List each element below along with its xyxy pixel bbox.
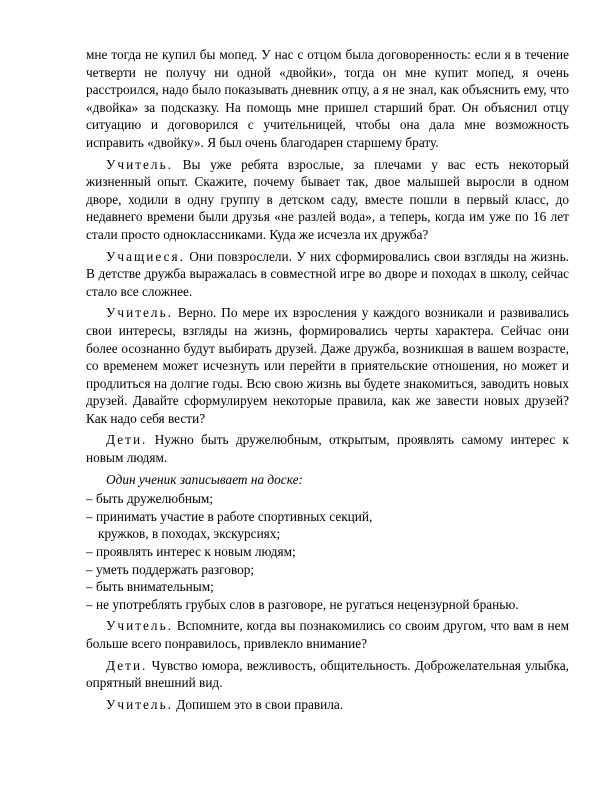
speaker-label: Учитель. — [106, 305, 173, 321]
paragraph-students-answer — [86, 248, 569, 301]
list-item: – проявлять интерес к новым людям; — [86, 544, 296, 560]
paragraph-continuation: мне тогда не купил бы мопед. У нас с отцом была договоренность: если я в течение четверти не получу ни одной «двойки», тогда он мне купит мопед, я очень расстроился, надо было показывать дневник отцу, а я не знал, как объяснить ему, что «двойка» за подсказку. На помощь мне пришел старший брат. Он объяснил отцу ситуацию и договорился с учительницей, чтобы она дала мне возможность исправить «двойку». Я был очень благодарен старшему брату. — [86, 47, 569, 150]
paragraph-text: Вспомните, когда вы познакомились со своим другом, что вам в нем больше всего понравилось, привлекло внимание? — [86, 618, 569, 651]
board-rules-list — [86, 490, 569, 613]
speaker-label: Дети. — [106, 432, 148, 448]
speaker-label: Учащиеся. — [106, 248, 185, 264]
paragraph-text: Они повзрослели. У них сформировались свои взгляды на жизнь. В детстве дружба выражалась в совместной игре во дворе и походах в школу, сейчас стало все сложнее. — [86, 248, 569, 299]
speaker-label: Учитель. — [106, 156, 173, 172]
speaker-label: Учитель. — [106, 618, 173, 634]
paragraph-text: Верно. По мере их взросления у каждого возникали и развивались свои интересы, взгляды на жизнь, формировались черты характера. Сейчас они более осознанно будут выбирать друзей. Даже дружба, возникшая в вашем возрасте, со временем может исчезнуть или перейти в приятельские отношения, но может и продлиться на долгие годы. Всю свою жизнь вы будете знакомиться, заводить новых друзей. Давайте сформулируем некоторые правила, как же завести новых друзей? Как надо себя вести? — [86, 305, 569, 426]
paragraph-text: Допишем это в свои правила. — [172, 696, 344, 712]
document-page — [86, 46, 569, 713]
list-item: – уметь поддержать разговор; — [86, 561, 255, 577]
list-item: – принимать участие в работе спортивных секций, — [86, 508, 373, 524]
paragraph-teacher-recall — [86, 617, 569, 652]
list-item: – не употреблять грубых слов в разговоре, не ругаться нецензурной бранью. — [86, 596, 519, 612]
paragraph-text: Чувство юмора, вежливость, общительность. Доброжелательная улыбка, опрятный внешний вид. — [86, 657, 569, 691]
paragraph-teacher-question — [86, 156, 569, 244]
paragraph-children-qualities — [86, 657, 569, 692]
paragraph-teacher-conclusion — [86, 696, 569, 714]
paragraph-text: Вы уже ребята взрослые, за плечами у вас есть некоторый жизненный опыт. Скажите, почему бывает так, двое малышей выросли в одном дворе, ходили в одну группу в детском саду, вместе пошли в первый класс, до недавнего времени были друзья «не разлей вода», а теперь, когда им уже по 16 лет стали просто одноклассниками. Куда же исчезла их дружба? — [86, 156, 569, 242]
list-item: – быть дружелюбным; — [86, 491, 213, 507]
paragraph-children-answer — [86, 431, 569, 466]
list-item: кружков, в походах, экскурсиях; — [98, 526, 281, 542]
list-item: – быть внимательным; — [86, 579, 214, 595]
speaker-label: Учитель. — [106, 696, 173, 712]
speaker-label: Дети. — [106, 657, 148, 673]
paragraph-text: Нужно быть дружелюбным, открытым, проявлять самому интерес к новым людям. — [86, 432, 569, 466]
paragraph-teacher-explanation — [86, 304, 569, 427]
board-intro: Один ученик записывает на доске: — [106, 471, 303, 487]
